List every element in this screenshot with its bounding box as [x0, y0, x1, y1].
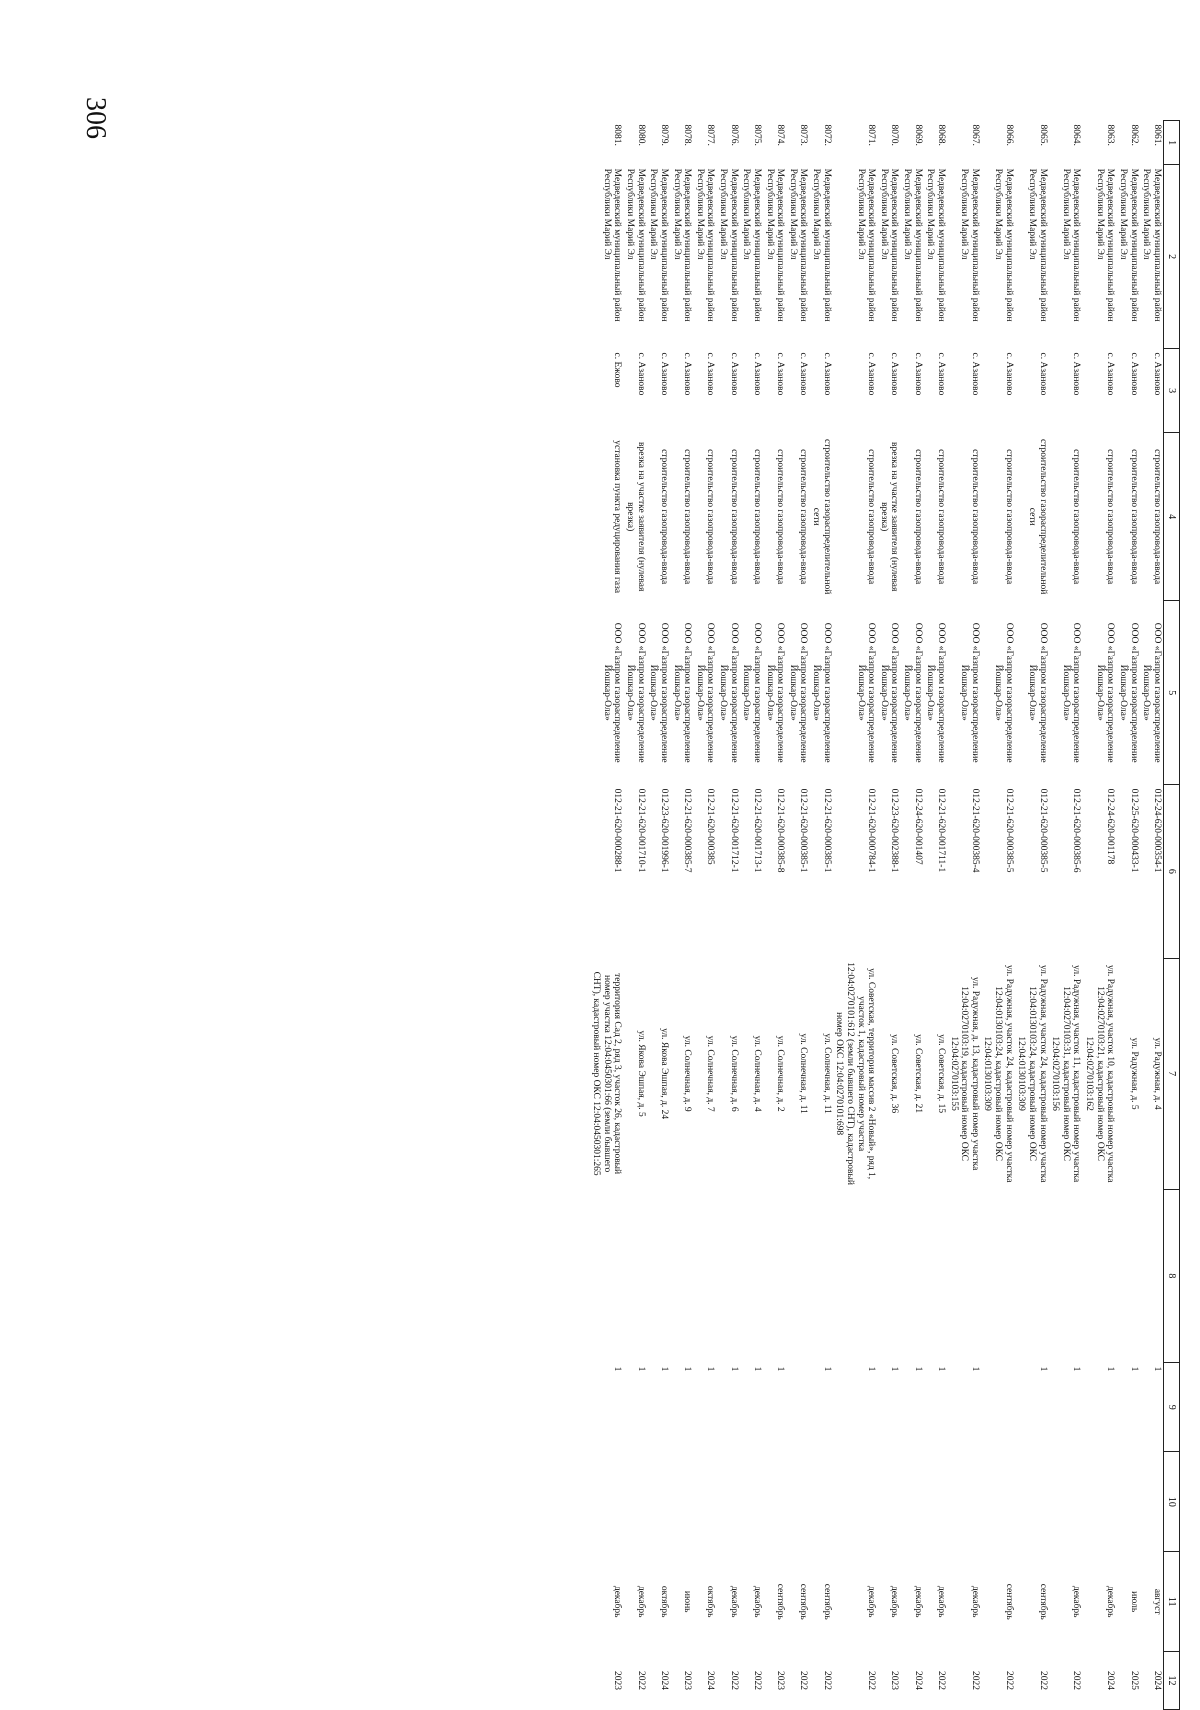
cell-month: август: [1151, 1588, 1162, 1615]
cell-col10: [809, 1452, 832, 1552]
cell-code: 012-23-620-001996-1: [658, 788, 669, 873]
cell-row-number: 8067.: [969, 124, 980, 146]
cell-col10: [947, 1452, 981, 1552]
cell-locality: с. Азаново: [658, 352, 669, 396]
cell-quantity: 1: [912, 1366, 923, 1372]
cell-address: ул. Якова Эшпая, д. 24: [658, 1028, 669, 1120]
cell-organization: ООО «Газпром газораспределение Йошкар-Ола»: [1141, 622, 1162, 763]
cell-district: Медведевский муниципальный район Республики Марий Эл: [787, 168, 809, 322]
cell-work-type: врезка на участке заявителя (нулевая врезка): [625, 441, 646, 592]
cell-work-type: строительство газопровода-ввода: [751, 449, 762, 585]
column-header-7: 7: [1163, 958, 1179, 1189]
cell-quantity: 1: [1105, 1366, 1116, 1372]
cell-code: 012-21-620-000385-5: [1003, 788, 1014, 873]
table-row: [693, 121, 716, 1710]
cell-col10: [1140, 1452, 1164, 1552]
cell-address: ул. Солнечная, д. 11: [821, 1033, 832, 1114]
cell-address: ул. Радужная, участок 24, кадастровый номер участка 12:04:0130103:24, кадастровый номер ОКС 12:04:0130103:309: [1016, 964, 1048, 1183]
table-row: [833, 121, 878, 1710]
cell-quantity: 1: [635, 1366, 646, 1372]
cell-district: Медведевский муниципальный район Республики Марий Эл: [764, 168, 786, 322]
cell-address: ул. Солнечная, д. 11: [798, 1033, 809, 1114]
cell-locality: с. Азаново: [1128, 352, 1139, 396]
column-header-2: 2: [1163, 165, 1179, 349]
cell-address: ул. Солнечная, д. 7: [705, 1035, 716, 1112]
cell-work-type: строительство газопровода-ввода: [798, 449, 809, 585]
table-row: [763, 121, 786, 1710]
cell-row-number: 8073.: [798, 124, 809, 146]
cell-district: Медведевский муниципальный район Республики Марий Эл: [902, 168, 923, 322]
column-header-6: 6: [1163, 785, 1179, 958]
cell-month: сентябрь: [1037, 1583, 1048, 1620]
cell-col10: [833, 1452, 878, 1552]
cell-organization: ООО «Газпром газораспределение Йошкар-Ола»: [855, 622, 877, 763]
cell-col10: [590, 1452, 624, 1552]
cell-address: ул. Радужная, участок 10, кадастровый номер участка 12:04:0270103:21, кадастровый номер ОКС 12:04:0270103:162: [1084, 964, 1116, 1183]
cell-col10: [786, 1452, 809, 1552]
cell-col8: [786, 1189, 809, 1362]
cell-district: Медведевский муниципальный район Республики Марий Эл: [718, 168, 739, 322]
cell-district: Медведевский муниципальный район Республики Марий Эл: [1026, 168, 1048, 322]
cell-col10: [716, 1452, 739, 1552]
table-row: [1116, 121, 1139, 1710]
cell-code: 012-21-620-000385-1: [798, 788, 809, 873]
table-row: [1049, 121, 1083, 1710]
cell-month: сентябрь: [798, 1583, 809, 1620]
cell-col10: [981, 1452, 1015, 1552]
cell-address: ул. Радужная, д. 5: [1128, 1037, 1139, 1110]
cell-month: декабрь: [866, 1585, 877, 1618]
cell-code: 012-21-620-000385-4: [969, 788, 980, 873]
cell-address: ул. Радужная, участок 11, кадастровый номер участка 12:04:0270103:31, кадастровый номер ОКС 12:04:0270103:156: [1050, 965, 1082, 1183]
cell-work-type: врезка на участке заявителя (нулевая врезка): [878, 441, 900, 592]
cell-quantity: 1: [728, 1366, 739, 1372]
cell-row-number: 8068.: [935, 124, 946, 146]
cell-row-number: 8075.: [751, 124, 762, 146]
cell-locality: с. Азаново: [912, 352, 923, 396]
table-row: [590, 121, 624, 1710]
cell-work-type: строительство газораспределительной сети: [811, 439, 832, 595]
cell-locality: с. Азаново: [635, 352, 646, 396]
cell-row-number: 8077.: [705, 124, 716, 146]
cell-locality: с. Азаново: [1151, 352, 1162, 396]
cell-code: 012-21-620-000385-8: [775, 788, 786, 873]
cell-month: октябрь: [658, 1585, 669, 1618]
cell-address: ул. Радужная, участок 24, кадастровый номер участка 12:04:0130103:24, кадастровый номер ОКС 12:04:0130103:309: [982, 964, 1014, 1183]
cell-month: июль: [1128, 1591, 1139, 1613]
column-header-12: 12: [1163, 1652, 1179, 1710]
cell-code: 012-21-620-001711-1: [935, 788, 946, 873]
cell-col8: [670, 1189, 693, 1362]
cell-district: Медведевский муниципальный район Республики Марий Эл: [1094, 168, 1116, 322]
page-number: 306: [80, 97, 111, 139]
cell-month: декабрь: [1071, 1585, 1082, 1618]
cell-col8: [900, 1189, 923, 1362]
cell-district: Медведевский муниципальный район Республики Марий Эл: [1141, 168, 1162, 322]
cell-row-number: 8079.: [658, 124, 669, 146]
cell-district: Медведевский муниципальный район Республики Марий Эл: [601, 168, 623, 322]
cell-year: 2022: [1071, 1671, 1082, 1691]
cell-row-number: 8069.: [912, 124, 923, 146]
cell-col10: [1015, 1452, 1049, 1552]
cell-district: Медведевский муниципальный район Республики Марий Эл: [878, 168, 900, 322]
cell-col8: [590, 1189, 624, 1362]
cell-organization: ООО «Газпром газораспределение Йошкар-Ола»: [1117, 622, 1139, 763]
cell-col8: [716, 1189, 739, 1362]
cell-organization: ООО «Газпром газораспределение Йошкар-Ола»: [671, 622, 693, 763]
cell-organization: ООО «Газпром газораспределение Йошкар-Ола»: [993, 622, 1014, 763]
cell-month: декабрь: [635, 1585, 646, 1618]
cell-work-type: строительство газопровода-ввода: [1151, 449, 1162, 585]
cell-district: Медведевский муниципальный район Республики Марий Эл: [993, 168, 1014, 322]
cell-district: Медведевский муниципальный район Республики Марий Эл: [925, 168, 946, 322]
cell-month: декабрь: [612, 1585, 623, 1618]
cell-col8: [1015, 1189, 1049, 1362]
cell-col8: [763, 1189, 786, 1362]
cell-quantity: 1: [1071, 1366, 1082, 1372]
cell-year: 2022: [935, 1671, 946, 1691]
cell-organization: ООО «Газпром газораспределение Йошкар-Ола»: [787, 622, 809, 763]
cell-col8: [693, 1189, 716, 1362]
cell-address: ул. Якова Эшпая, д. 5: [635, 1030, 646, 1117]
cell-district: Медведевский муниципальный район Республики Марий Эл: [811, 168, 832, 322]
cell-row-number: 8074.: [775, 124, 786, 146]
cell-year: 2022: [798, 1671, 809, 1691]
cell-address: ул. Советская, территория массив 2 «Новый», ряд 1, участок 1, кадастровый номер участка 12:04:0270101:612 (земли бывшего СНТ), кадастровый номер ОКС 12:04:0270101:698: [834, 962, 877, 1185]
cell-month: октябрь: [705, 1585, 716, 1618]
table-row: [1082, 121, 1116, 1710]
cell-row-number: 8080.: [635, 124, 646, 146]
cell-district: Медведевский муниципальный район Республики Марий Эл: [694, 168, 716, 322]
column-header-1: 1: [1163, 121, 1179, 165]
cell-quantity: 1: [935, 1366, 946, 1372]
cell-work-type: строительство газопровода-ввода: [682, 449, 693, 585]
cell-row-number: 8078.: [682, 124, 693, 146]
cell-work-type: строительство газопровода-ввода: [1003, 449, 1014, 585]
table-row: [900, 121, 923, 1710]
cell-address: ул. Солнечная, д. 9: [682, 1035, 693, 1112]
cell-locality: с. Азаново: [798, 352, 809, 396]
cell-col8: [947, 1189, 981, 1362]
cell-district: Медведевский муниципальный район Республики Марий Эл: [671, 168, 693, 322]
cell-quantity: 1: [889, 1366, 900, 1372]
cell-locality: с. Азаново: [935, 352, 946, 396]
cell-work-type: установка пункта редуцирования газа: [612, 440, 623, 594]
cell-locality: с. Азаново: [1037, 352, 1048, 396]
cell-quantity: 1: [969, 1366, 980, 1372]
cell-locality: с. Азаново: [705, 352, 716, 396]
cell-locality: с. Азаново: [682, 352, 693, 396]
cell-col10: [1049, 1452, 1083, 1552]
cell-quantity: [786, 1363, 809, 1452]
table-row: [981, 121, 1015, 1710]
cell-col8: [924, 1189, 947, 1362]
table-row: [623, 121, 646, 1710]
cell-work-type: строительство газопровода-ввода: [658, 449, 669, 585]
cell-code: 012-21-620-000385-5: [1037, 788, 1048, 873]
cell-col10: [1082, 1452, 1116, 1552]
cell-locality: с. Азаново: [1071, 352, 1082, 396]
cell-work-type: строительство газораспределительной сети: [1026, 439, 1048, 595]
cell-row-number: 8062.: [1128, 124, 1139, 146]
cell-month: декабрь: [1105, 1585, 1116, 1618]
cell-work-type: строительство газопровода-ввода: [969, 449, 980, 585]
cell-year: 2022: [866, 1671, 877, 1691]
cell-locality: с. Азаново: [775, 352, 786, 396]
cell-col10: [623, 1452, 646, 1552]
cell-col10: [670, 1452, 693, 1552]
cell-district: Медведевский муниципальный район Республики Марий Эл: [959, 168, 980, 322]
cell-code: 012-24-620-001178: [1105, 788, 1116, 865]
cell-month: декабрь: [935, 1585, 946, 1618]
cell-district: Медведевский муниципальный район Республики Марий Эл: [1060, 168, 1082, 322]
cell-district: Медведевский муниципальный район Республики Марий Эл: [648, 168, 669, 322]
header-row: [1163, 121, 1179, 1710]
table-row: [716, 121, 739, 1710]
cell-quantity: 1: [751, 1366, 762, 1372]
cell-address: ул. Радужная, д. 13, кадастровый номер участка 12:04:0270103:19, кадастровый номер ОКС 12:04:0270103:155: [948, 976, 980, 1171]
table-row: [809, 121, 832, 1710]
cell-quantity: [981, 1363, 1015, 1452]
cell-row-number: 8063.: [1105, 124, 1116, 146]
cell-row-number: 8065.: [1037, 124, 1048, 146]
cell-organization: ООО «Газпром газораспределение Йошкар-Ола»: [878, 622, 900, 763]
cell-col8: [1140, 1189, 1164, 1362]
cell-month: сентябрь: [821, 1583, 832, 1620]
cell-work-type: строительство газопровода-ввода: [1105, 449, 1116, 585]
cell-organization: ООО «Газпром газораспределение Йошкар-Ола»: [925, 622, 946, 763]
cell-locality: с. Азаново: [889, 352, 900, 396]
cell-col8: [1049, 1189, 1083, 1362]
cell-col8: [623, 1189, 646, 1362]
cell-row-number: 8064.: [1071, 124, 1082, 146]
column-header-11: 11: [1163, 1552, 1179, 1652]
cell-locality: с. Азаново: [728, 352, 739, 396]
cell-row-number: 8072.: [821, 124, 832, 146]
cell-code: 012-24-620-001407: [912, 788, 923, 865]
cell-year: 2023: [775, 1671, 786, 1691]
cell-quantity: 1: [775, 1366, 786, 1372]
cell-year: 2024: [1151, 1671, 1162, 1691]
cell-organization: ООО «Газпром газораспределение Йошкар-Ола»: [1094, 622, 1116, 763]
cell-address: ул. Советская, д. 21: [912, 1034, 923, 1114]
column-header-8: 8: [1163, 1189, 1179, 1362]
table-row: [877, 121, 900, 1710]
cell-year: 2022: [635, 1671, 646, 1691]
cell-col10: [900, 1452, 923, 1552]
cell-col8: [809, 1189, 832, 1362]
cell-code: 012-21-620-000288-1: [612, 788, 623, 873]
column-header-4: 4: [1163, 433, 1179, 601]
cell-locality: с. Ежово: [612, 352, 623, 388]
cell-row-number: 8070.: [889, 124, 900, 146]
cell-work-type: строительство газопровода-ввода: [728, 449, 739, 585]
cell-quantity: 1: [1151, 1366, 1162, 1372]
table-row: [740, 121, 763, 1710]
cell-work-type: строительство газопровода-ввода: [912, 449, 923, 585]
cell-quantity: 1: [682, 1366, 693, 1372]
cell-work-type: строительство газопровода-ввода: [775, 449, 786, 585]
cell-district: Медведевский муниципальный район Республики Марий Эл: [625, 168, 646, 322]
cell-col10: [740, 1452, 763, 1552]
cell-organization: ООО «Газпром газораспределение Йошкар-Ола»: [718, 622, 739, 763]
column-header-10: 10: [1163, 1452, 1179, 1552]
cell-row-number: 8076.: [728, 124, 739, 146]
cell-code: 012-25-620-000433-1: [1128, 788, 1139, 873]
cell-col8: [981, 1189, 1015, 1362]
cell-year: 2022: [751, 1671, 762, 1691]
cell-district: Медведевский муниципальный район Республики Марий Эл: [741, 168, 762, 322]
cell-col8: [877, 1189, 900, 1362]
cell-col10: [647, 1452, 670, 1552]
cell-month: декабрь: [969, 1585, 980, 1618]
table-row: [786, 121, 809, 1710]
cell-work-type: строительство газопровода-ввода: [705, 449, 716, 585]
cell-quantity: 1: [821, 1366, 832, 1372]
table-row: [1140, 121, 1164, 1710]
table-row: [947, 121, 981, 1710]
cell-organization: ООО «Газпром газораспределение Йошкар-Ола»: [764, 622, 786, 763]
cell-year: 2025: [1128, 1671, 1139, 1691]
column-header-9: 9: [1163, 1363, 1179, 1452]
cell-locality: с. Азаново: [1003, 352, 1014, 396]
cell-row-number: 8066.: [1003, 124, 1014, 146]
cell-locality: с. Азаново: [751, 352, 762, 396]
cell-organization: ООО «Газпром газораспределение Йошкар-Ола»: [694, 622, 716, 763]
cell-organization: ООО «Газпром газораспределение Йошкар-Ола»: [959, 622, 980, 763]
cell-month: декабрь: [728, 1585, 739, 1618]
cell-month: сентябрь: [775, 1583, 786, 1620]
cell-year: 2022: [728, 1671, 739, 1691]
cell-address: ул. Советская, д. 36: [889, 1034, 900, 1114]
cell-quantity: 1: [612, 1366, 623, 1372]
cell-quantity: 1: [705, 1366, 716, 1372]
cell-address: ул. Солнечная, д. 2: [775, 1035, 786, 1112]
cell-work-type: строительство газопровода-ввода: [866, 449, 877, 585]
cell-year: 2022: [1037, 1671, 1048, 1691]
cell-work-type: строительство газопровода-ввода: [1128, 449, 1139, 585]
table-row: [924, 121, 947, 1710]
cell-col8: [833, 1189, 878, 1362]
cell-code: 012-21-620-000385: [705, 788, 716, 865]
cell-code: 012-21-620-000385-6: [1071, 788, 1082, 873]
cell-organization: ООО «Газпром газораспределение Йошкар-Ола»: [601, 622, 623, 763]
cell-quantity: 1: [658, 1366, 669, 1372]
column-header-5: 5: [1163, 601, 1179, 785]
cell-code: 012-21-620-000784-1: [866, 788, 877, 873]
cell-code: 012-21-620-001713-1: [751, 788, 762, 873]
cell-col10: [1116, 1452, 1139, 1552]
cell-quantity: 1: [1128, 1366, 1139, 1372]
cell-address: территория Сад 2, ряд 3, участок 26, кадастровый номер участка 12:04:0450301:66 (земли бывшего СНТ), кадастровый номер ОКС 12:04:0450301:265: [591, 971, 623, 1176]
cell-month: сентябрь: [1003, 1583, 1014, 1620]
cell-year: 2024: [658, 1671, 669, 1691]
cell-address: ул. Солнечная, д. 6: [728, 1035, 739, 1112]
cell-organization: ООО «Газпром газораспределение Йошкар-Ола»: [625, 622, 646, 763]
cell-locality: с. Азаново: [1105, 352, 1116, 396]
cell-organization: ООО «Газпром газораспределение Йошкар-Ола»: [1026, 622, 1048, 763]
cell-address: ул. Советская, д. 15: [935, 1034, 946, 1114]
cell-col10: [763, 1452, 786, 1552]
cell-month: декабрь: [889, 1585, 900, 1618]
cell-address: ул. Радужная, д. 4: [1151, 1037, 1162, 1110]
cell-year: 2023: [612, 1671, 623, 1691]
cell-code: 012-24-620-000354-1: [1151, 788, 1162, 873]
table-row: [1015, 121, 1049, 1710]
cell-month: декабрь: [751, 1585, 762, 1618]
cell-year: 2024: [912, 1671, 923, 1691]
cell-month: декабрь: [912, 1585, 923, 1618]
cell-year: 2022: [821, 1671, 832, 1691]
cell-row-number: 8081.: [612, 124, 623, 146]
cell-code: 012-21-620-001712-1: [728, 788, 739, 873]
cell-month: июнь: [682, 1590, 693, 1613]
cell-col10: [693, 1452, 716, 1552]
cell-code: 012-21-620-000385-1: [821, 788, 832, 873]
cell-year: 2024: [705, 1671, 716, 1691]
cell-organization: ООО «Газпром газораспределение Йошкар-Ола»: [902, 622, 923, 763]
cell-year: 2023: [682, 1671, 693, 1691]
table-body: [590, 121, 1164, 1710]
cell-district: Медведевский муниципальный район Республики Марий Эл: [855, 168, 877, 322]
cell-year: 2022: [969, 1671, 980, 1691]
table-row: [647, 121, 670, 1710]
data-table: [590, 120, 1180, 1710]
cell-year: 2023: [889, 1671, 900, 1691]
cell-row-number: 8061.: [1151, 124, 1162, 146]
cell-code: 012-21-620-001710-1: [635, 788, 646, 873]
cell-code: 012-23-620-002388-1: [889, 788, 900, 873]
table-row: [670, 121, 693, 1710]
cell-col10: [877, 1452, 900, 1552]
cell-locality: с. Азаново: [821, 352, 832, 396]
cell-locality: с. Азаново: [866, 352, 877, 396]
cell-locality: с. Азаново: [969, 352, 980, 396]
cell-address: ул. Солнечная, д. 4: [751, 1035, 762, 1112]
cell-quantity: 1: [866, 1366, 877, 1372]
cell-col10: [924, 1452, 947, 1552]
column-header-3: 3: [1163, 349, 1179, 433]
cell-quantity: 1: [1037, 1366, 1048, 1372]
cell-district: Медведевский муниципальный район Республики Марий Эл: [1117, 168, 1139, 322]
cell-col8: [647, 1189, 670, 1362]
cell-work-type: строительство газопровода-ввода: [1071, 449, 1082, 585]
cell-organization: ООО «Газпром газораспределение Йошкар-Ола»: [1060, 622, 1082, 763]
cell-organization: ООО «Газпром газораспределение Йошкар-Ола»: [741, 622, 762, 763]
cell-code: 012-21-620-000385-7: [682, 788, 693, 873]
cell-col8: [740, 1189, 763, 1362]
cell-row-number: 8071.: [866, 124, 877, 146]
cell-year: 2024: [1105, 1671, 1116, 1691]
cell-organization: ООО «Газпром газораспределение Йошкар-Ола»: [648, 622, 669, 763]
cell-work-type: строительство газопровода-ввода: [935, 449, 946, 585]
cell-year: 2022: [1003, 1671, 1014, 1691]
cell-organization: ООО «Газпром газораспределение Йошкар-Ола»: [811, 622, 832, 763]
cell-col8: [1082, 1189, 1116, 1362]
cell-col8: [1116, 1189, 1139, 1362]
